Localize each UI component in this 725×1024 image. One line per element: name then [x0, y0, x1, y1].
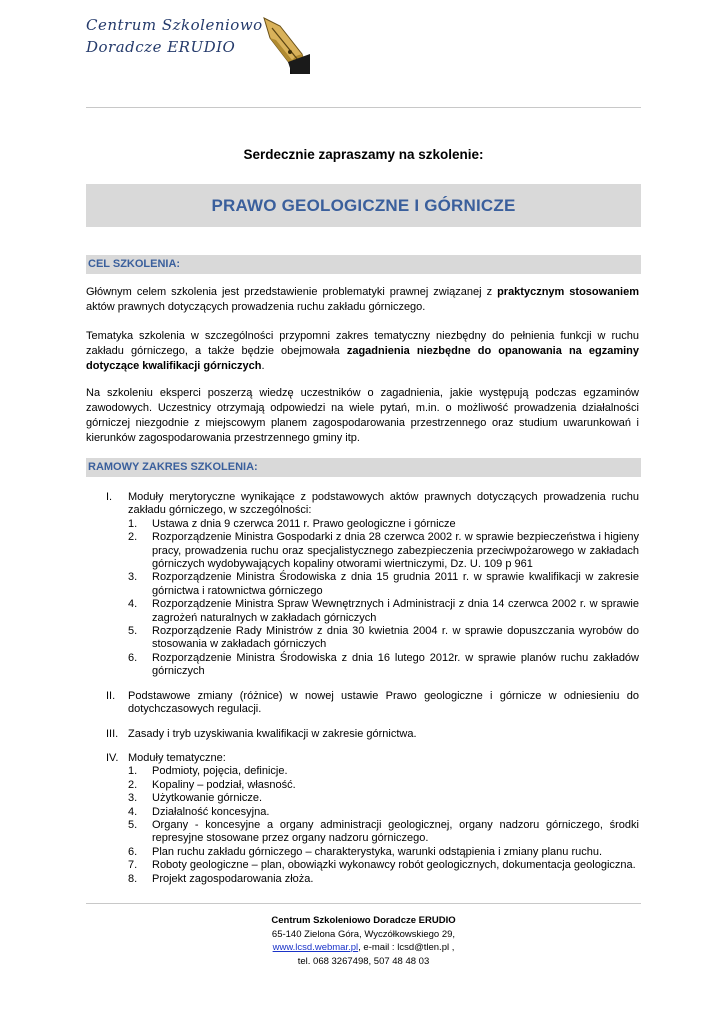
scope-sub-item-text: Rozporządzenie Ministra Środowiska z dnia 16 lutego 2012r. w sprawie planów ruchu zakładów górniczych: [152, 651, 639, 678]
scope-sub-item: [128, 859, 639, 872]
scope-sub-item: [128, 779, 639, 792]
paragraph-scope-part-1: Tematyka szkolenia w szczególności przypomni zakres tematyczny niezbędny do pełnienia funkcji w ruchu zakładu górniczego, a także będzie obejmowała: [86, 330, 639, 357]
paragraph-goal-part-1: Głównym celem szkolenia jest przedstawienie problematyki prawnej związanej z: [86, 286, 498, 298]
scope-sub-item-text: Działalność koncesyjna.: [152, 805, 270, 818]
title-banner: [86, 184, 641, 227]
scope-sub-item: [128, 531, 639, 571]
scope-sub-item-text: Rozporządzenie Ministra Środowiska z dnia 15 grudnia 2011 r. w sprawie kwalifikacji w zakresie górnictwa i ratownictwa górniczego: [152, 571, 639, 597]
scope-sub-item-number: 4.: [128, 805, 138, 818]
scope-item: [86, 690, 639, 717]
footer-contact: [86, 941, 641, 955]
scope-sub-item: [128, 873, 639, 886]
paragraph-goal-emphasis: praktycznym stosowaniem: [497, 286, 639, 298]
header-divider: [86, 107, 641, 108]
section-heading-scope: RAMOWY ZAKRES SZKOLENIA:: [86, 458, 641, 477]
scope-sub-item-text: Projekt zagospodarowania złoża.: [152, 872, 314, 885]
scope-sub-item-text: Podmioty, pojęcia, definicje.: [152, 765, 288, 778]
scope-sub-item-number: 3.: [128, 792, 138, 805]
logo-line-2: Doradcze ERUDIO: [86, 38, 236, 56]
scope-sub-item-text: Plan ruchu zakładu górniczego – charakterystyka, warunki odstąpienia i zmiany planu ruchu.: [152, 845, 603, 858]
invitation-line: Serdecznie zapraszamy na szkolenie:: [243, 147, 484, 162]
scope-sub-item-number: 6.: [128, 845, 138, 858]
scope-sub-item-text: Organy - koncesyjne a organy administracji geologicznej, organy nadzoru górniczego, środki represyjne stosowane przez organy nadzoru górniczego.: [152, 818, 639, 845]
footer-email: , e-mail : lcsd@tlen.pl ,: [358, 942, 455, 954]
scope-item-number: III.: [106, 727, 119, 740]
scope-sub-list: [128, 765, 639, 886]
logo-line-1: Centrum Szkoleniowo: [86, 16, 263, 34]
company-logo: [86, 14, 316, 74]
scope-sub-list: [128, 518, 639, 679]
scope-item-text: Moduły tematyczne:: [128, 751, 226, 764]
scope-sub-item: [128, 806, 639, 819]
scope-sub-item-text: Rozporządzenie Rady Ministrów z dnia 30 kwietnia 2004 r. w sprawie dopuszczania wyrobów do stosowania w zakładach górniczych: [152, 625, 639, 651]
paragraph-scope-emphasis: zagadnienia niezbędne do opanowania na egzaminy dotyczące kwalifikacji górniczych: [86, 345, 639, 372]
scope-sub-item: [128, 625, 639, 652]
scope-sub-item-number: 1.: [128, 517, 138, 530]
scope-item: [86, 728, 639, 741]
scope-item: [86, 491, 639, 679]
scope-sub-item-text: Roboty geologiczne – plan, obowiązki wykonawcy robót geologicznych, dokumentacja geologiczna.: [152, 859, 636, 872]
scope-sub-item-number: 2.: [128, 531, 138, 544]
scope-sub-item-text: Ustawa z dnia 9 czerwca 2011 r. Prawo geologiczne i górnicze: [152, 517, 456, 530]
scope-sub-item-number: 5.: [128, 818, 138, 831]
scope-item-number: II.: [106, 689, 116, 702]
scope-sub-item-number: 5.: [128, 625, 138, 638]
scope-outline: [86, 491, 639, 897]
paragraph-goal-part-2: aktów prawnych dotyczących prowadzenia ruchu zakładu górniczego.: [86, 301, 426, 313]
footer-company-name: Centrum Szkoleniowo Doradcze ERUDIO: [271, 915, 456, 926]
scope-sub-item-number: 7.: [128, 859, 138, 872]
paragraph-scope: [86, 329, 639, 374]
scope-sub-item: [128, 846, 639, 859]
scope-sub-item-number: 2.: [128, 778, 138, 791]
scope-sub-item: [128, 765, 639, 778]
scope-sub-item-text: Rozporządzenie Ministra Gospodarki z dnia 28 czerwca 2002 r. w sprawie bezpieczeństwa i higieny pracy, prowadzenia ruchu oraz specjalistycznego zabezpieczenia przeciwpożarowego w zakładach górniczych wydobywających kopaliny otworami wiertniczymi, Dz. U. 109 p 961: [152, 531, 639, 571]
scope-sub-item: [128, 518, 639, 531]
scope-sub-item-text: Kopaliny – podział, własność.: [152, 778, 296, 791]
section-heading-goal: CEL SZKOLENIA:: [86, 255, 641, 274]
paragraph-experts: Na szkoleniu eksperci poszerzą wiedzę uczestników o zagadnienia, jakie występują podczas egzaminów zawodowych. Uczestnicy otrzymają odpowiedzi na wiele pytań, m.in. o możliwość prowadzenia działalności górniczej niezgodnie z miejscowym planem zagospodarowania przestrzennego oraz studium uwarunkowań i kierunków zagospodarowania przestrzennego gminy itp.: [86, 387, 639, 444]
scope-item-text: Podstawowe zmiany (różnice) w nowej ustawie Prawo geologiczne i górnicze w odniesieniu do dotychczasowych regulacji.: [128, 689, 639, 716]
scope-sub-item-number: 1.: [128, 765, 138, 778]
scope-sub-item: [128, 598, 639, 625]
scope-sub-item-text: Rozporządzenie Ministra Spraw Wewnętrznych i Administracji z dnia 14 czerwca 2002 r. w sprawie zagrożeń naturalnych w zakładach górniczych: [152, 598, 639, 624]
scope-sub-item-number: 3.: [128, 571, 138, 584]
footer-address: 65-140 Zielona Góra, Wyczółkowskiego 29,: [271, 928, 456, 940]
footer: [86, 914, 641, 968]
paragraph-goal: [86, 285, 639, 315]
scope-sub-item-number: 4.: [128, 598, 138, 611]
scope-sub-item: [128, 571, 639, 598]
scope-item: [86, 752, 639, 886]
footer-divider: [86, 903, 641, 904]
scope-item-text: Zasady i tryb uzyskiwania kwalifikacji w zakresie górnictwa.: [128, 727, 417, 740]
scope-item-text: Moduły merytoryczne wynikające z podstawowych aktów prawnych dotyczących prowadzenia ruchu zakładu górniczego, w szczególności:: [128, 491, 639, 517]
paragraph-scope-part-2: .: [261, 360, 265, 372]
footer-phone: tel. 068 3267498, 507 48 48 03: [297, 955, 430, 967]
scope-item-number: IV.: [106, 751, 119, 764]
training-title: PRAWO GEOLOGICZNE I GÓRNICZE: [211, 195, 516, 215]
scope-sub-item-text: Użytkowanie górnicze.: [152, 792, 263, 805]
scope-sub-item-number: 8.: [128, 872, 138, 885]
scope-sub-item: [128, 819, 639, 846]
scope-sub-item: [128, 652, 639, 679]
scope-sub-item-number: 6.: [128, 651, 138, 664]
scope-sub-item: [128, 792, 639, 805]
website-link[interactable]: www.lcsd.webmar.pl: [272, 942, 359, 954]
scope-item-number: I.: [106, 491, 113, 503]
fountain-pen-icon: [262, 16, 310, 74]
